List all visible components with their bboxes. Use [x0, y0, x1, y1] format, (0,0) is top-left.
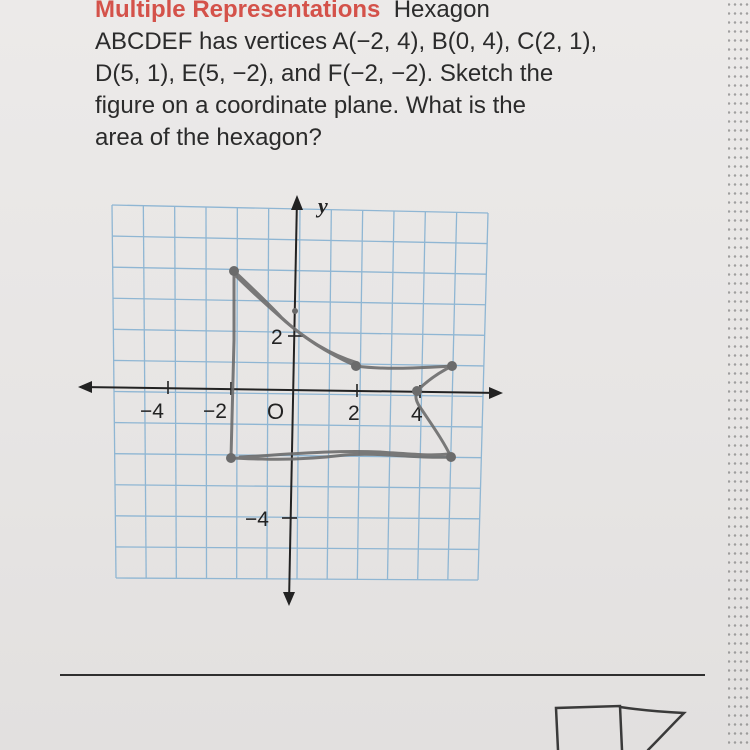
problem-line-2: ABCDEF has vertices A(−2, 4), B(0, 4), C(2, 1),	[95, 28, 598, 55]
perforated-edge	[728, 0, 750, 750]
y-tick-label-neg4: −4	[245, 508, 269, 531]
x-tick-label-2: 2	[348, 402, 360, 425]
y-axis-label: y	[318, 193, 328, 218]
problem-line-3: D(5, 1), E(5, −2), and F(−2, −2). Sketch the	[95, 60, 554, 87]
problem-line-1-text: Hexagon	[393, 0, 490, 23]
problem-line-4: figure on a coordinate plane. What is the	[95, 92, 526, 119]
sketch-shape-right	[620, 707, 684, 750]
sketch-shape-left	[556, 706, 622, 750]
x-tick-label-neg2: −2	[203, 400, 227, 423]
y-tick-label-2: 2	[271, 326, 283, 349]
origin-label: O	[267, 399, 285, 424]
x-tick-label-neg4: −4	[140, 400, 164, 423]
problem-line-5: area of the hexagon?	[95, 124, 322, 151]
problem-lead: Multiple Representations	[95, 0, 381, 23]
x-tick-label-4: 4	[411, 403, 423, 426]
